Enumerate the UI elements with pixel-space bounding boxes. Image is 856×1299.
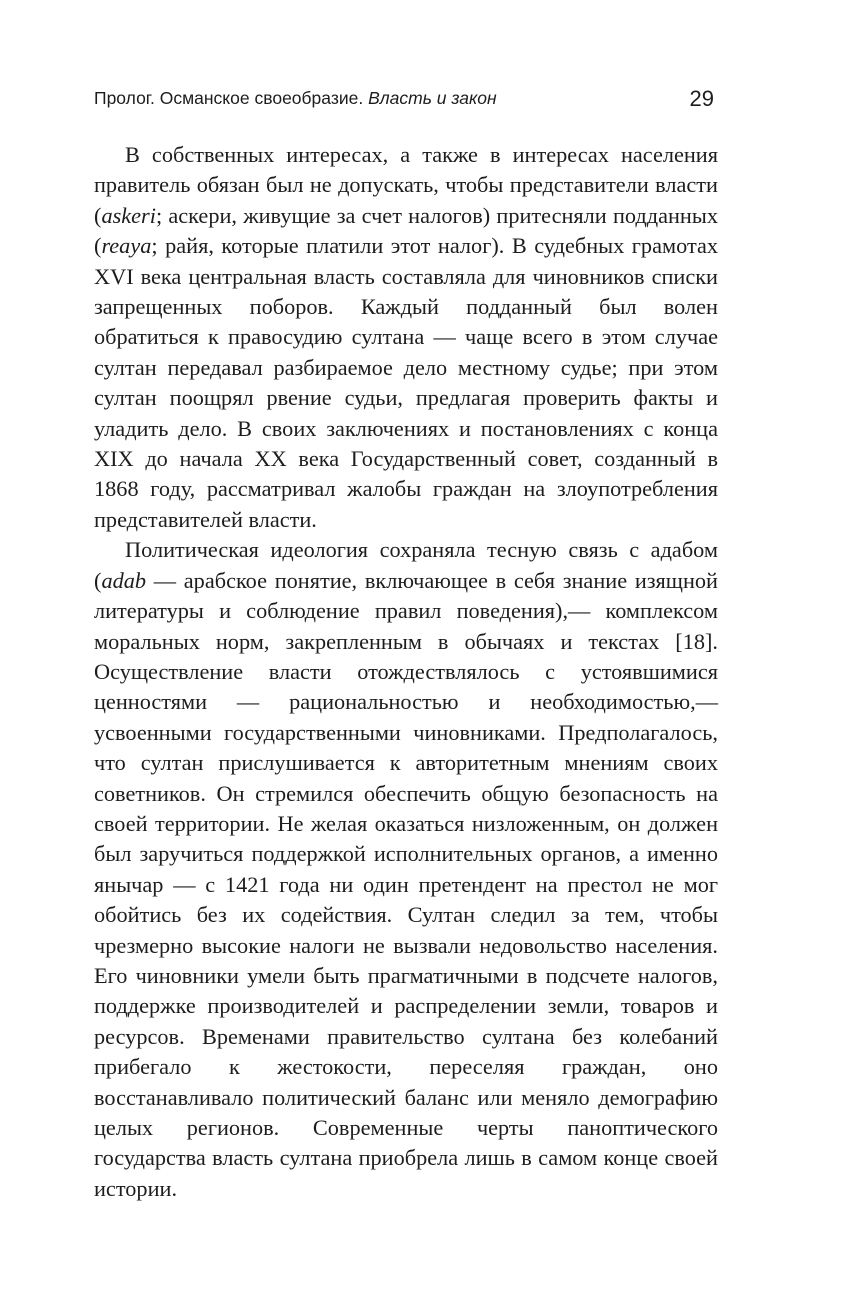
paragraph — [94, 140, 718, 535]
term-reaya: reaya — [101, 233, 152, 259]
body-text — [94, 140, 718, 1204]
paragraph-text: ; аскери, живущие за счет налогов) притесняли подданных ( — [94, 202, 718, 259]
chapter-title: Пролог. Османское своеобразие. — [94, 88, 364, 108]
paragraph — [94, 535, 718, 1204]
running-head — [94, 86, 720, 116]
paragraph-text: Политическая идеология сохраняла тесную связь с адабом ( — [94, 537, 718, 593]
paragraph-text: ; райя, которые платили этот налог). В судебных грамотах XVI века центральная власть составляла для чиновников списки запрещенных поборов. Каждый подданный был волен обратиться к правосудию султана — чаще всего в этом случае султан передавал разбираемое дело местному судье; при этом султан поощрял рвение судьи, предлагая проверить факты и уладить дело. В своих заключениях и постановлениях с конца XIX до начала XX века Государственный совет, созданный в 1868 году, рассматривал жалобы граждан на злоупотребления представителей власти. — [94, 233, 718, 532]
paragraph-text: В собственных интересах, а также в интересах населения правитель обязан был не допускать, чтобы представители власти ( — [94, 142, 718, 228]
term-adab: adab — [101, 567, 147, 593]
section-title: Власть и закон — [368, 88, 497, 108]
running-head-title — [94, 88, 497, 109]
page-number: 29 — [689, 86, 714, 111]
paragraph-text: — арабское понятие, включающее в себя знание изящной литературы и соблюдение правил поведения),— комплексом моральных норм, закрепленным в обычаях и текстах [18]. Осуществление власти отождествлялось с устоявшимися ценностями — рациональностью и необходимостью,— усвоенными государственными чиновниками. Предполагалось, что султан прислушивается к авторитетным мнениям своих советников. Он стремился обеспечить общую безопасность на своей территории. Не желая оказаться низложенным, он должен был заручиться поддержкой исполнительных органов, а именно янычар — с 1421 года ни один претендент на престол не мог обойтись без их содействия. Султан следил за тем, чтобы чрезмерно высокие налоги не вызвали недовольство населения. Его чиновники умели быть прагматичными в подсчете налогов, поддержке производителей и распределении земли, товаров и ресурсов. Временами правительство султана без колебаний прибегало к жестокости, переселяя граждан, оно восстанавливало политический баланс или меняло демографию целых регионов. Современные черты паноптического государства власть султана приобрела лишь в самом конце своей истории. — [94, 567, 718, 1201]
term-askeri: askeri — [101, 202, 156, 228]
